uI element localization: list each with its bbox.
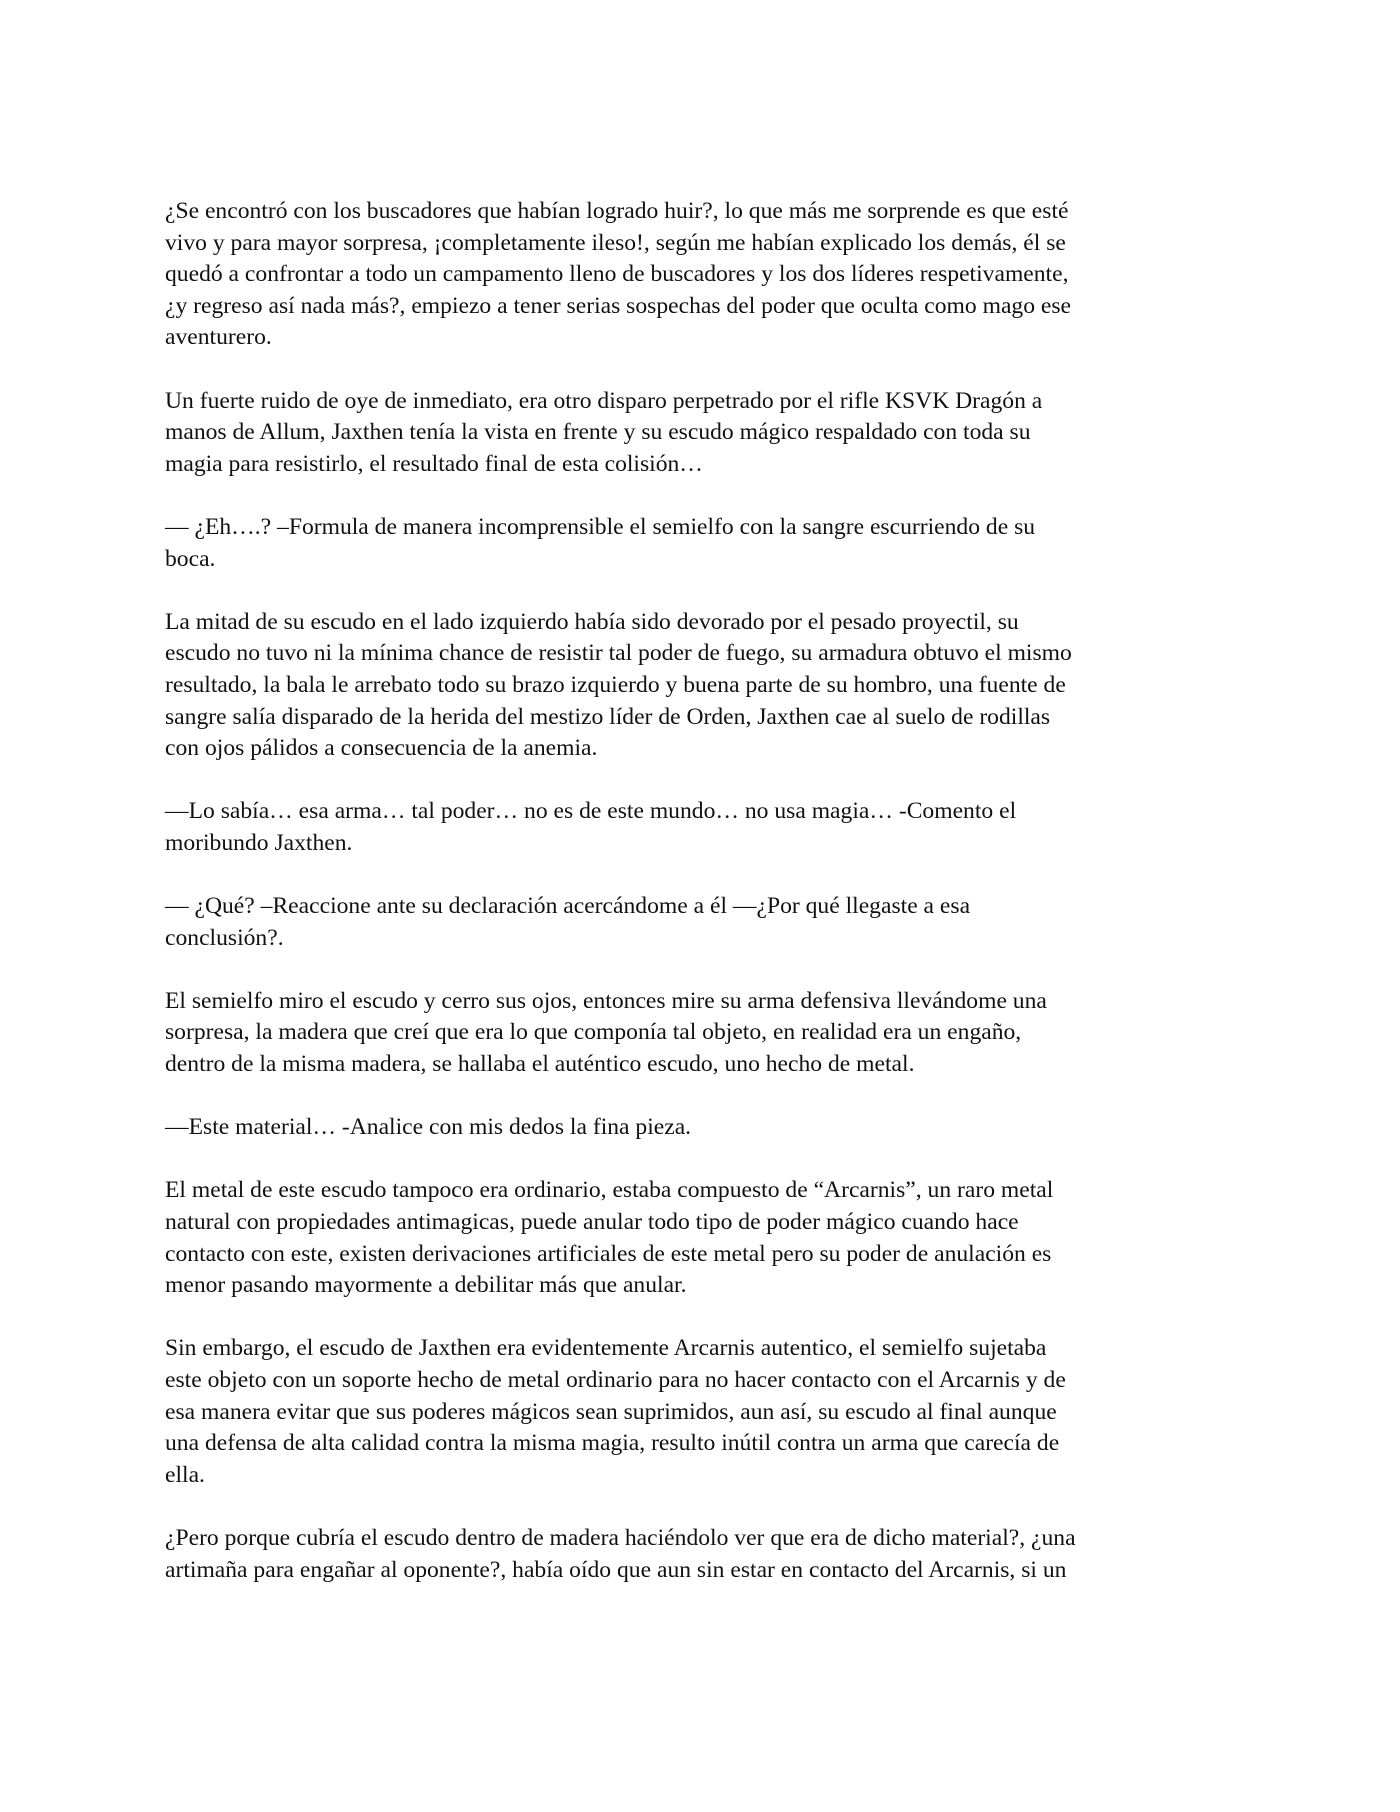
paragraph: Sin embargo, el escudo de Jaxthen era evidentemente Arcarnis autentico, el semielfo sujetaba este objeto con un soporte hecho de metal ordinario para no hacer contacto con el Arcarnis y de esa manera evitar que sus poderes mágicos sean suprimidos, aun así, su escudo al final aunque una defensa de alta calidad contra la misma magia, resulto inútil contra un arma que carecía de ella. [165, 1335, 1066, 1488]
paragraph: Un fuerte ruido de oye de inmediato, era otro disparo perpetrado por el rifle KSVK Dragón a manos de Allum, Jaxthen tenía la vista en frente y su escudo mágico respaldado con toda su magia para resistirlo, el resultado final de esta colisión… [165, 387, 1043, 477]
paragraph: El semielfo miro el escudo y cerro sus ojos, entonces mire su arma defensiva llevándome una sorpresa, la madera que creí que era lo que componía tal objeto, en realidad era un engaño, dentro de la misma madera, se hallaba el auténtico escudo, uno hecho de metal. [165, 987, 1047, 1078]
paragraph: —Lo sabía… esa arma… tal poder… no es de este mundo… no usa magia… -Comento el moribundo Jaxthen. [165, 798, 1017, 856]
paragraph: —Este material… -Analice con mis dedos la fina pieza. [165, 1114, 692, 1141]
text-body [165, 196, 1235, 1586]
paragraph: ¿Se encontró con los buscadores que habían logrado huir?, lo que más me sorprende es que esté vivo y para mayor sorpresa, ¡completamente ileso!, según me habían explicado los demás, él se quedó a confrontar a todo un campamento lleno de buscadores y los dos líderes respetivamente, ¿y regreso así nada más?, empiezo a tener serias sospechas del poder que oculta como mago ese aventurero. [165, 198, 1072, 351]
paragraph: El metal de este escudo tampoco era ordinario, estaba compuesto de “Arcarnis”, un raro metal natural con propiedades antimagicas, puede anular todo tipo de poder mágico cuando hace contacto con este, existen derivaciones artificiales de este metal pero su poder de anulación es menor pasando mayormente a debilitar más que anular. [165, 1177, 1054, 1299]
paragraph: — ¿Eh….? –Formula de manera incomprensible el semielfo con la sangre escurriendo de su boca. [165, 513, 1036, 572]
paragraph: ¿Pero porque cubría el escudo dentro de madera haciéndolo ver que era de dicho material?, ¿una artimaña para engañar al oponente?, había oído que aun sin estar en contacto del Arcarnis, si un [165, 1524, 1076, 1583]
paragraph: — ¿Qué? –Reaccione ante su declaración acercándome a él —¿Por qué llegaste a esa conclusión?. [165, 893, 971, 951]
paragraph: La mitad de su escudo en el lado izquierdo había sido devorado por el pesado proyectil, su escudo no tuvo ni la mínima chance de resistir tal poder de fuego, su armadura obtuvo el mismo resultado, la bala le arrebato todo su brazo izquierdo y buena parte de su hombro, una fuente de sangre salía disparado de la herida del mestizo líder de Orden, Jaxthen cae al suelo de rodillas con ojos pálidos a consecuencia de la anemia. [165, 608, 1072, 762]
